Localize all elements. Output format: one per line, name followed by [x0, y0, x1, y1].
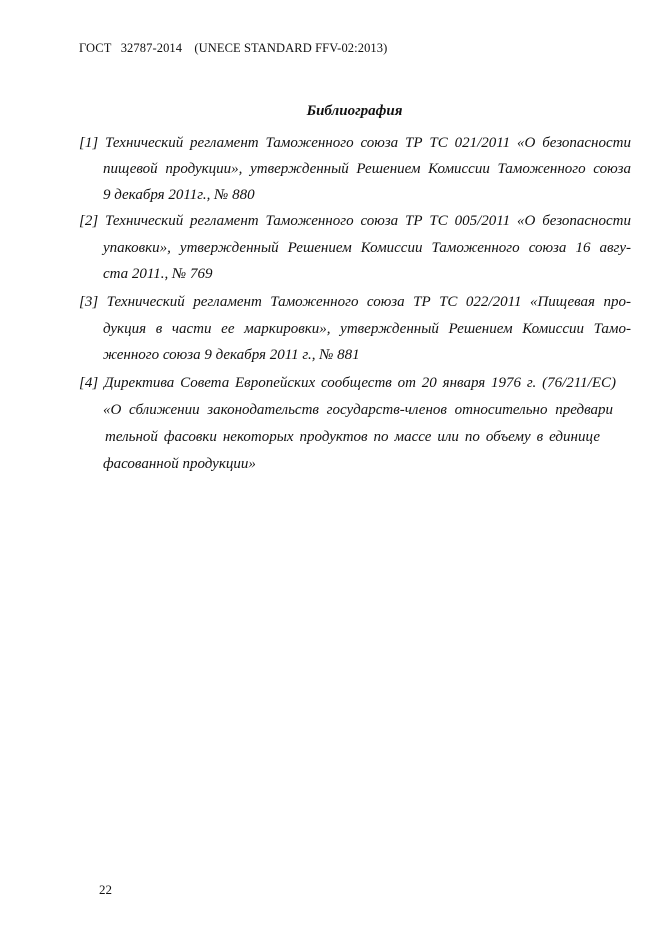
- bibliography-title: Библиография: [306, 103, 403, 119]
- header-standard-code: ГОСТ: [79, 41, 112, 55]
- header-unece-standard: (UNECE STANDARD FFV-02:2013): [194, 41, 388, 55]
- header-standard-number: 32787-2014: [120, 41, 183, 55]
- page-number: 22: [99, 882, 112, 897]
- reference-4-line-1: [4] Директива Совета Европейских сообществ от 20 января 1976 г. (76/211/ЕС): [79, 375, 616, 391]
- reference-2-line-2: упаковки», утвержденный Решением Комиссии Таможенного союза 16 авгу-: [103, 240, 631, 256]
- reference-1-line-2: пищевой продукции», утвержденный Решением Комиссии Таможенного союза: [103, 161, 631, 177]
- reference-2-line-1: [2] Технический регламент Таможенного союза ТР ТС 005/2011 «О безопасности: [79, 213, 631, 229]
- reference-3-line-3: женного союза 9 декабря 2011 г., № 881: [103, 347, 360, 363]
- reference-4-line-2: «О сближении законодательств государств-членов относительно предвари: [103, 402, 613, 418]
- reference-3-line-2: дукция в части ее маркировки», утвержденный Решением Комиссии Тамо-: [103, 321, 631, 337]
- reference-4-line-4: фасованной продукции»: [103, 456, 256, 472]
- reference-3-line-1: [3] Технический регламент Таможенного союза ТР ТС 022/2011 «Пищевая про-: [79, 294, 631, 310]
- reference-1-line-3: 9 декабря 2011г., № 880: [103, 187, 255, 203]
- reference-4-line-3: тельной фасовки некоторых продуктов по массе или по объему в единице: [105, 429, 600, 445]
- reference-2-line-3: ста 2011., № 769: [103, 266, 213, 282]
- page-header: [79, 41, 387, 56]
- reference-1-line-1: [1] Технический регламент Таможенного союза ТР ТС 021/2011 «О безопасности: [79, 135, 631, 151]
